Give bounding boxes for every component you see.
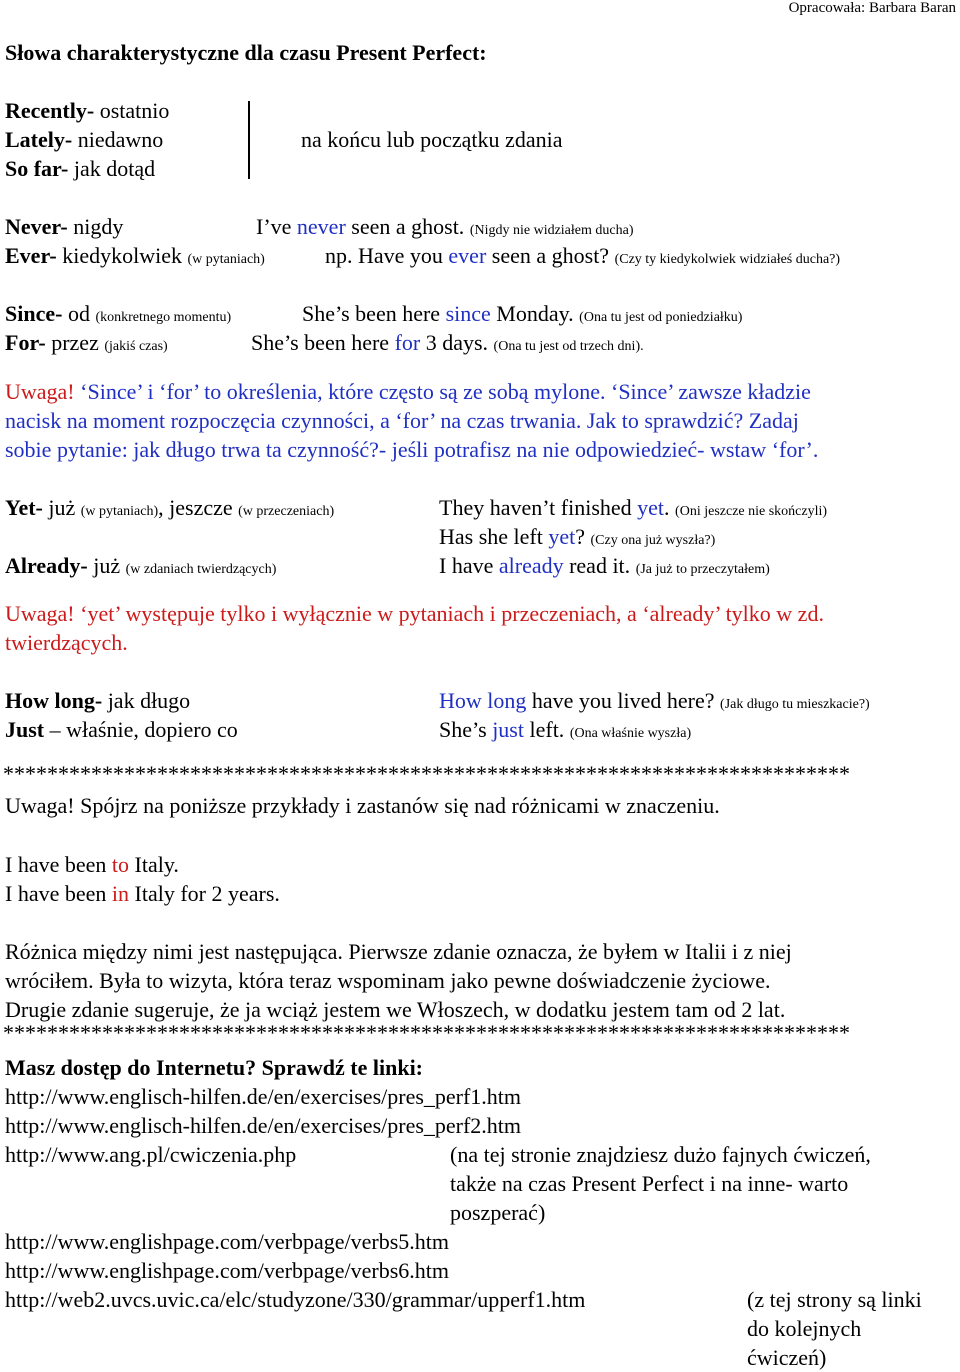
link-ang-pl-note-2: także na czas Present Perfect i na inne- warto — [450, 1171, 849, 1196]
term-since: Since- od (konkretnego momentu) — [5, 301, 232, 326]
compare-explanation-line3: Drugie zdanie sugeruje, że ja wciąż jestem we Włoszech, w dodatku jestem tam od 2 lat. — [5, 997, 786, 1022]
links-heading: Masz dostęp do Internetu? Sprawdź te linki: — [5, 1055, 424, 1080]
link-pres-perf1[interactable]: http://www.englisch-hilfen.de/en/exercises/pres_perf1.htm — [5, 1084, 522, 1109]
warning-since-for-line3: sobie pytanie: jak długo trwa ta czynność?- jeśli potrafisz na nie odpowiedzieć- wstaw ‘for’. — [5, 437, 819, 462]
link-ang-pl[interactable]: http://www.ang.pl/cwiczenia.php — [5, 1142, 297, 1167]
example-since: She’s been here since Monday. (Ona tu jest od poniedziałku) — [302, 301, 743, 326]
example-yet-2: Has she left yet? (Czy ona już wyszła?) — [439, 524, 716, 549]
warning-since-for-line1: Uwaga! ‘Since’ i ‘for’ to określenia, które często są ze sobą mylone. ‘Since’ zawsze kładzie — [5, 379, 811, 404]
separator-stars: ***************************************************************************** — [3, 761, 850, 786]
example-how-long: How long have you lived here? (Jak długo tu mieszkacie?) — [439, 688, 870, 713]
term-never: Never- nigdy — [5, 214, 124, 239]
example-for: She’s been here for 3 days. (Ona tu jest od trzech dni). — [251, 330, 644, 355]
example-just: She’s just left. (Ona właśnie wyszła) — [439, 717, 692, 742]
compare-sentence-1: I have been to Italy. — [5, 852, 179, 877]
term-for: For- przez (jakiś czas) — [5, 330, 168, 355]
link-pres-perf2[interactable]: http://www.englisch-hilfen.de/en/exercises/pres_perf2.htm — [5, 1113, 522, 1138]
link-ang-pl-note-1: (na tej stronie znajdziesz dużo fajnych ćwiczeń, — [450, 1142, 871, 1167]
link-uvic-note-3: ćwiczeń) — [747, 1345, 827, 1370]
page-title: Słowa charakterystyczne dla czasu Present Perfect: — [5, 40, 487, 65]
compare-explanation-line2: wróciłem. Była to wizyta, która teraz wspominam jako pewne doświadczenie życiowe. — [5, 968, 771, 993]
term-just: Just – właśnie, dopiero co — [5, 717, 238, 742]
bracket-line — [248, 101, 250, 179]
term-how-long: How long- jak długo — [5, 688, 191, 713]
term-lately: Lately- niedawno — [5, 127, 164, 152]
example-never: I’ve never seen a ghost. (Nigdy nie widziałem ducha) — [256, 214, 634, 239]
term-recently: Recently- ostatnio — [5, 98, 170, 123]
link-englishpage-verbs5[interactable]: http://www.englishpage.com/verbpage/verbs5.htm — [5, 1229, 449, 1254]
term-yet: Yet- już (w pytaniach), jeszcze (w przeczeniach) — [5, 495, 335, 520]
term-so-far: So far- jak dotąd — [5, 156, 156, 181]
link-ang-pl-note-3: poszperać) — [450, 1200, 546, 1225]
warning-yet-already-line2: twierdzących. — [5, 630, 128, 655]
warning-since-for-line2: nacisk na moment rozpoczęcia czynności, a ‘for’ na czas trwania. Jak to sprawdzić? Zadaj — [5, 408, 799, 433]
warning-yet-already-line1: Uwaga! ‘yet’ występuje tylko i wyłącznie w pytaniach i przeczeniach, a ‘already’ tylko w zd. — [5, 601, 824, 626]
example-ever: np. Have you ever seen a ghost? (Czy ty kiedykolwiek widziałeś ducha?) — [325, 243, 841, 268]
author-credit: Opracowała: Barbara Baran — [788, 0, 956, 16]
compare-intro: Uwaga! Spójrz na poniższe przykłady i zastanów się nad różnicami w znaczeniu. — [5, 793, 720, 818]
link-englishpage-verbs6[interactable]: http://www.englishpage.com/verbpage/verbs6.htm — [5, 1258, 449, 1283]
compare-sentence-2: I have been in Italy for 2 years. — [5, 881, 280, 906]
link-uvic-upperf1[interactable]: http://web2.uvcs.uvic.ca/elc/studyzone/330/grammar/upperf1.htm — [5, 1287, 586, 1312]
compare-explanation-line1: Różnica między nimi jest następująca. Pierwsze zdanie oznacza, że byłem w Italii i z niej — [5, 939, 792, 964]
example-yet-1: They haven’t finished yet. (Oni jeszcze nie skończyli) — [439, 495, 828, 520]
link-uvic-note-2: do kolejnych — [747, 1316, 862, 1341]
example-already: I have already read it. (Ja już to przeczytałem) — [439, 553, 770, 578]
link-uvic-note-1: (z tej strony są linki — [747, 1287, 922, 1312]
separator-stars-2: ***************************************************************************** — [3, 1020, 850, 1045]
term-ever: Ever- kiedykolwiek (w pytaniach) — [5, 243, 265, 268]
position-note: na końcu lub początku zdania — [301, 127, 563, 152]
term-already: Already- już (w zdaniach twierdzących) — [5, 553, 277, 578]
